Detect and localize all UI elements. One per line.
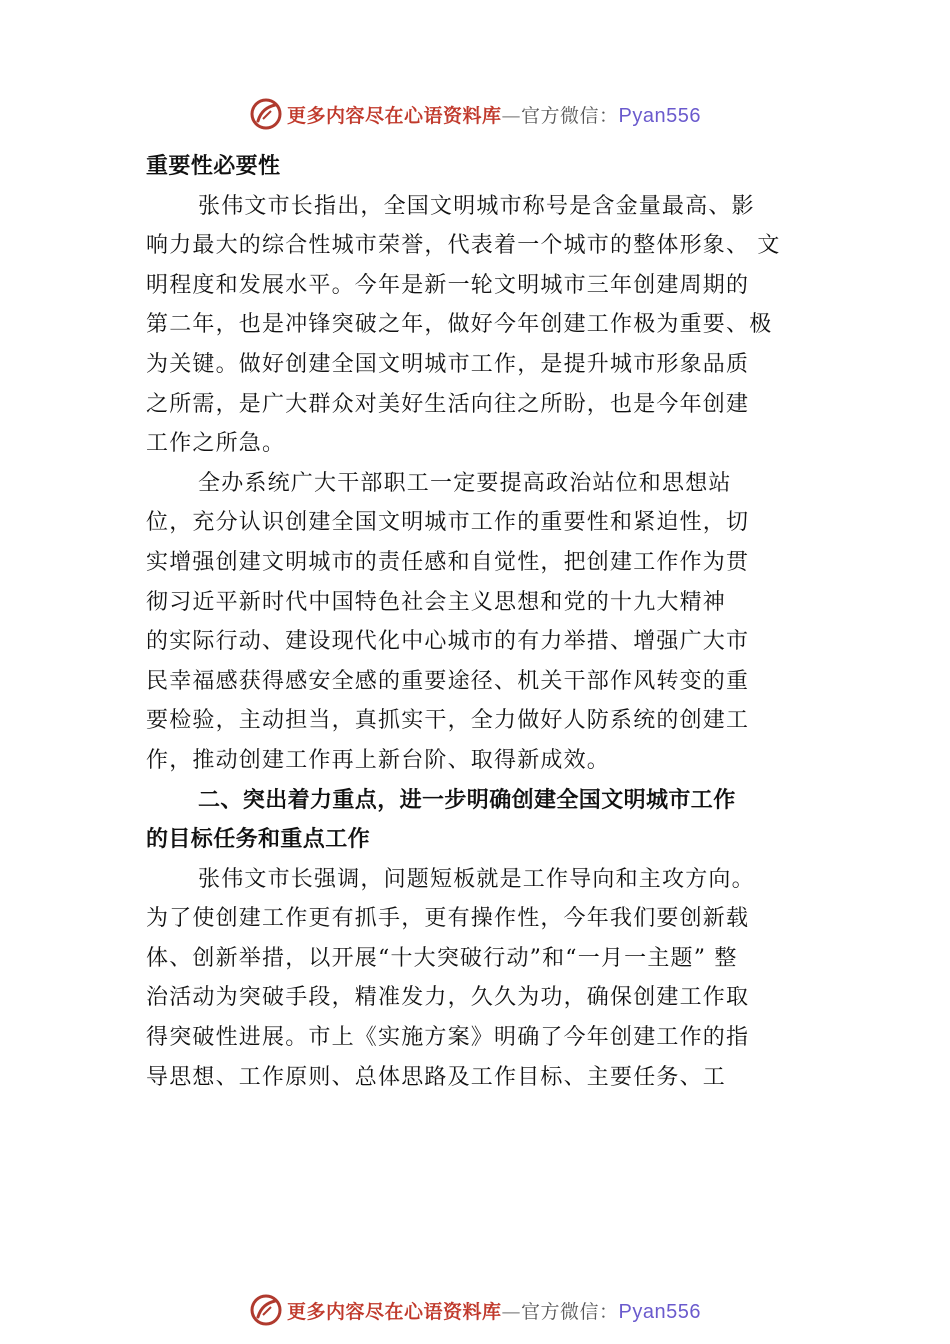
paragraph-line: 响力最大的综合性城市荣誉，代表着一个城市的整体形象、 文 xyxy=(146,233,781,259)
paragraph-line: 明程度和发展水平。今年是新一轮文明城市三年创建周期的 xyxy=(146,272,750,298)
paragraph-line: 为了使创建工作更有抓手，更有操作性，今年我们要创新载 xyxy=(146,906,750,932)
paragraph-line: 要检验，主动担当，真抓实干，全力做好人防系统的创建工 xyxy=(146,708,750,734)
library-name: 更多内容尽在心语资料库 xyxy=(287,104,502,127)
banner-text xyxy=(287,101,701,128)
paragraph-line: 张伟文市长强调，问题短板就是工作导向和主攻方向。 xyxy=(198,866,755,892)
paragraph-line: 为关键。做好创建全国文明城市工作，是提升城市形象品质 xyxy=(146,351,750,377)
banner-text xyxy=(287,1297,701,1324)
paragraph-line: 工作之所急。 xyxy=(146,431,286,457)
document-body xyxy=(146,147,826,1097)
paragraph-line: 作，推动创建工作再上新台阶、取得新成效。 xyxy=(146,747,611,773)
header-banner xyxy=(0,94,950,134)
wechat-label: 官方微信： xyxy=(521,1300,619,1323)
paragraph-line: 实增强创建文明城市的责任感和自觉性，把创建工作作为贯 xyxy=(146,549,750,575)
paragraph-line: 全办系统广大干部职工一定要提高政治站位和思想站 xyxy=(198,470,732,496)
wechat-id: Pyan556 xyxy=(618,104,701,127)
paragraph-line: 得突破性进展。市上《实施方案》明确了今年创建工作的指 xyxy=(146,1025,750,1051)
paragraph-line: 位，充分认识创建全国文明城市工作的重要性和紧迫性，切 xyxy=(146,510,750,536)
banner-dash: — xyxy=(501,104,522,127)
paragraph-line: 之所需，是广大群众对美好生活向往之所盼，也是今年创建 xyxy=(146,391,750,417)
paragraph-2 xyxy=(146,464,826,781)
paragraph-line: 导思想、工作原则、总体思路及工作目标、主要任务、工 xyxy=(146,1064,727,1090)
heading-line: 二、突出着力重点，进一步明确创建全国文明城市工作 xyxy=(198,787,736,813)
section-tail-title: 重要性必要性 xyxy=(146,154,281,179)
calligraphy-seal-icon xyxy=(249,1293,283,1327)
banner-dash: — xyxy=(501,1300,522,1323)
paragraph-line: 张伟文市长指出，全国文明城市称号是含金量最高、影 xyxy=(198,193,755,219)
library-name: 更多内容尽在心语资料库 xyxy=(287,1300,502,1323)
paragraph-line: 民幸福感获得感安全感的重要途径、机关干部作风转变的重 xyxy=(146,668,750,694)
heading-line: 的目标任务和重点工作 xyxy=(146,827,371,853)
paragraph-line: 的实际行动、建设现代化中心城市的有力举措、增强广大市 xyxy=(146,629,750,655)
calligraphy-seal-icon xyxy=(249,97,283,131)
footer-banner xyxy=(0,1290,950,1330)
section-2-heading xyxy=(146,781,826,860)
paragraph-line: 彻习近平新时代中国特色社会主义思想和党的十九大精神 xyxy=(146,589,727,615)
paragraph-3 xyxy=(146,860,826,1098)
wechat-label: 官方微信： xyxy=(521,104,619,127)
paragraph-1 xyxy=(146,187,826,464)
paragraph-line: 体、创新举措，以开展“十大突破行动”和“一月一主题” 整 xyxy=(146,945,738,971)
paragraph-line: 第二年，也是冲锋突破之年，做好今年创建工作极为重要、极 xyxy=(146,312,773,338)
wechat-id: Pyan556 xyxy=(618,1300,701,1323)
paragraph-line: 治活动为突破手段，精准发力，久久为功，确保创建工作取 xyxy=(146,985,750,1011)
